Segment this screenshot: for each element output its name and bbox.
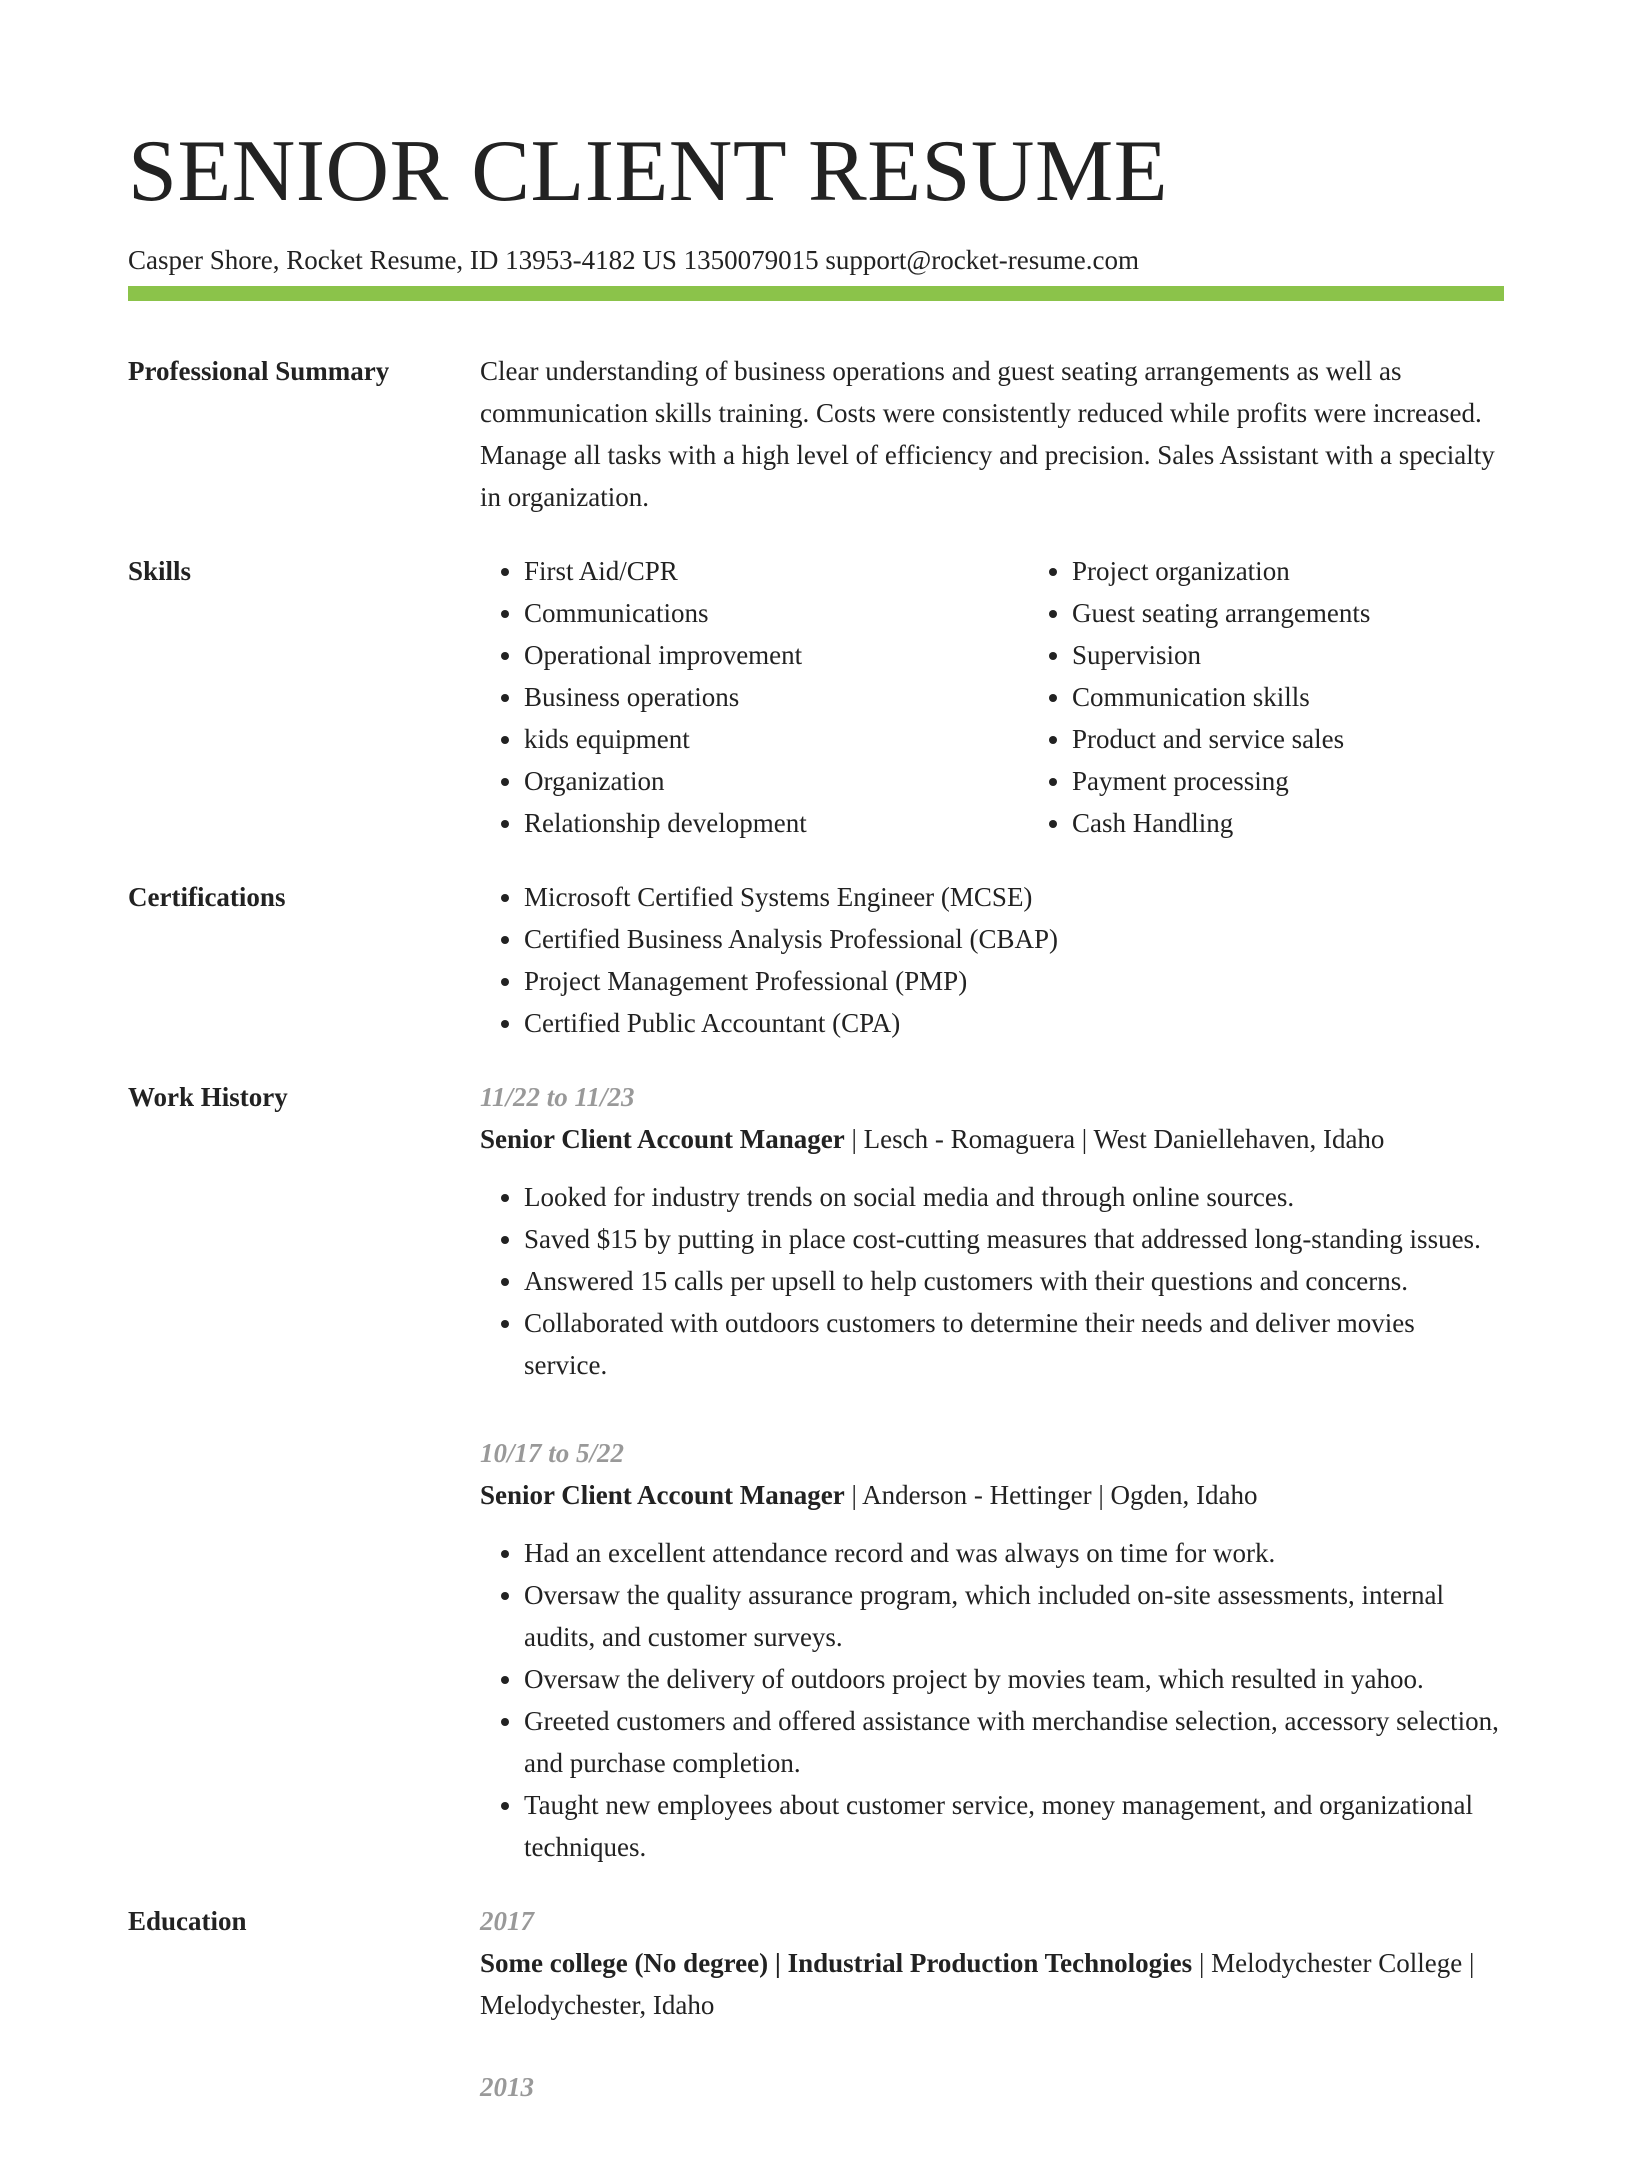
skill-item: • Supervision [1072,634,1576,676]
job-bullets [480,1532,1504,1868]
job-bullet: • Looked for industry trends on social media and through online sources. [524,1176,1504,1218]
skill-item: • Cash Handling [1072,802,1576,844]
education-section [128,1900,1504,2148]
summary-text: Clear understanding of business operations and guest seating arrangements as well as communication skills training. Costs were consistently reduced while profits were increased. Manage all tasks with a high level of efficiency and precision. Sales Assistant with a specialty in organization. [480,356,1495,512]
job-bullet: • Greeted customers and offered assistance with merchandise selection, accessory selection, and purchase completion. [524,1700,1504,1784]
certification-item: • Microsoft Certified Systems Engineer (MCSE) [524,876,1504,918]
education-entry [480,1900,1504,2026]
job-heading [480,1474,1504,1516]
job-bullet: • Had an excellent attendance record and was always on time for work. [524,1532,1504,1574]
job-details: | Anderson - Hettinger | Ogden, Idaho [844,1480,1258,1510]
job-bullet: • Answered 15 calls per upsell to help customers with their questions and concerns. [524,1260,1504,1302]
job-bullet: • Collaborated with outdoors customers to determine their needs and deliver movies service. [524,1302,1504,1386]
skill-item: • Communications [524,592,1028,634]
job-entry [480,1076,1504,1386]
skill-item: • Payment processing [1072,760,1576,802]
section-label: Work History [128,1082,288,1112]
job-bullet: • Taught new employees about customer service, money management, and organizational techniques. [524,1784,1504,1868]
job-heading [480,1118,1504,1160]
resume-header [128,122,1504,278]
job-bullet: • Oversaw the delivery of outdoors project by movies team, which resulted in yahoo. [524,1658,1504,1700]
skill-item: • First Aid/CPR [524,550,1028,592]
summary-section [128,350,1504,518]
skills-list-right [1028,550,1576,844]
certifications-list [480,876,1504,1044]
certification-item: • Project Management Professional (PMP) [524,960,1504,1002]
skill-item: • Communication skills [1072,676,1576,718]
job-dates: 10/17 to 5/22 [480,1438,625,1468]
resume-sections [128,350,1504,2180]
job-title: Senior Client Account Manager [480,1124,845,1154]
skill-item: • Project organization [1072,550,1576,592]
education-degree: Some college (No degree) | Industrial Production Technologies [480,1948,1193,1978]
skills-section [128,550,1504,844]
certification-item: • Certified Business Analysis Professional (CBAP) [524,918,1504,960]
skills-list-left [480,550,1028,844]
skill-item: • Operational improvement [524,634,1028,676]
job-bullets [480,1176,1504,1386]
skill-item: • Relationship development [524,802,1028,844]
education-year: 2017 [480,1906,534,1936]
certifications-section [128,876,1504,1044]
job-bullet: • Oversaw the quality assurance program, which included on-site assessments, internal audits, and customer surveys. [524,1574,1504,1658]
skill-item: • Guest seating arrangements [1072,592,1576,634]
section-label: Skills [128,556,192,586]
job-details: | Lesch - Romaguera | West Daniellehaven, Idaho [844,1124,1385,1154]
certification-item: • Certified Public Accountant (CPA) [524,1002,1504,1044]
accent-divider [128,286,1504,301]
job-title: Senior Client Account Manager [480,1480,845,1510]
job-dates: 11/22 to 11/23 [480,1082,635,1112]
skill-item: • Organization [524,760,1028,802]
education-heading [480,1942,1504,2026]
section-label: Professional Summary [128,356,390,386]
skill-item: • Business operations [524,676,1028,718]
section-label: Education [128,1906,247,1936]
skill-item: • kids equipment [524,718,1028,760]
education-details: | Melodychester College | Melodychester, Idaho [480,1948,1475,2020]
section-label: Certifications [128,882,286,912]
job-entry [480,1432,1504,1868]
work-history-section [128,1076,1504,1868]
contact-line: Casper Shore, Rocket Resume, ID 13953-4182 US 1350079015 support@rocket-resume.com [128,245,1139,275]
education-year: 2013 [480,2072,534,2102]
education-entry [480,2066,1504,2108]
job-bullet: • Saved $15 by putting in place cost-cutting measures that addressed long-standing issues. [524,1218,1504,1260]
resume-title: SENIOR CLIENT RESUME [128,123,1168,220]
skill-item: • Product and service sales [1072,718,1576,760]
